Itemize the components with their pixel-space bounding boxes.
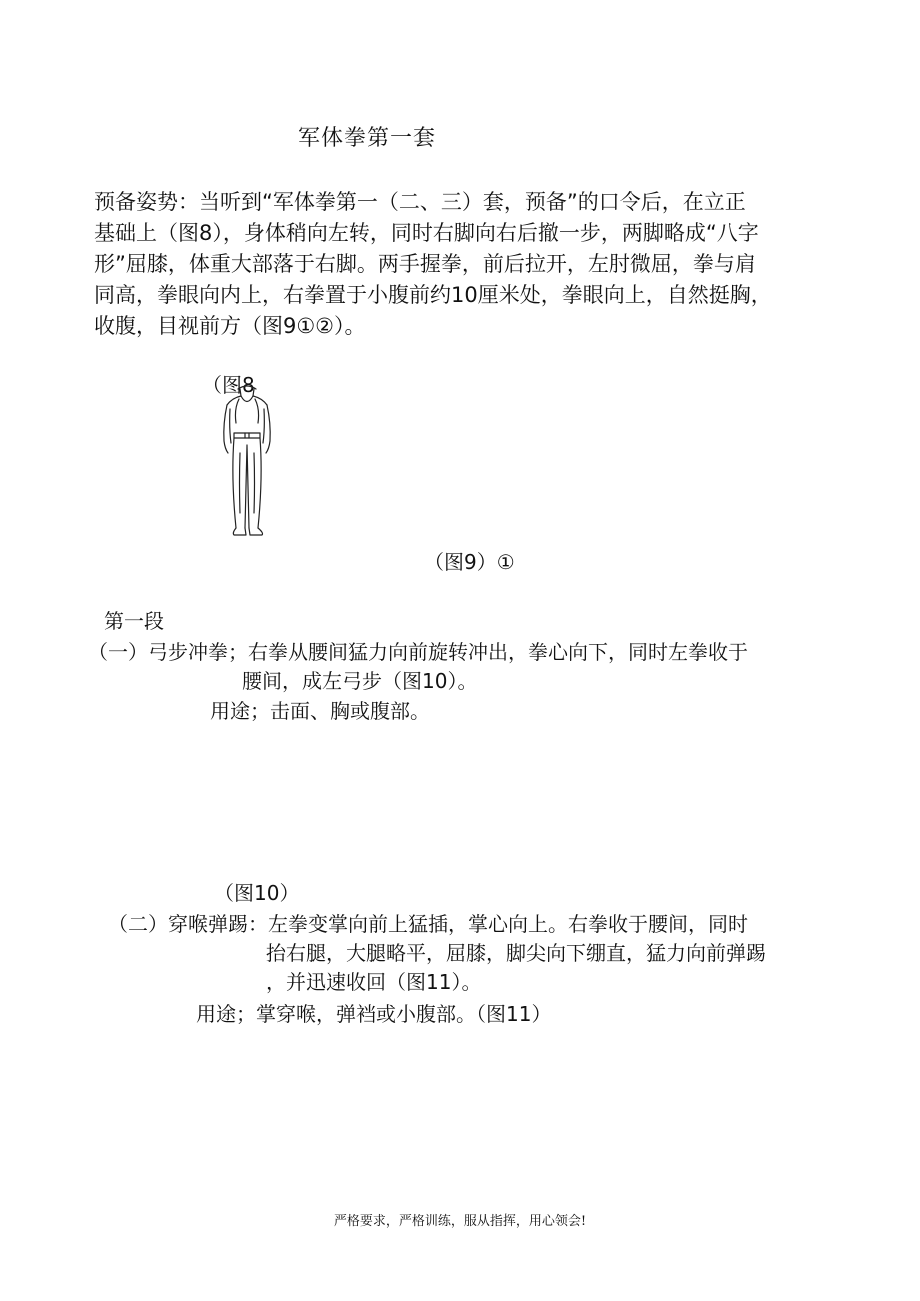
- move-1-text: 腰间，成左弓步（图10）。: [242, 669, 478, 693]
- intro-line: 形”屈膝，体重大部落于右脚。两手握拳，前后拉开，左肘微屈，拳与肩: [94, 252, 756, 276]
- section-heading: 第一段: [104, 609, 164, 633]
- intro-line: 预备姿势：当听到“军体拳第一（二、三）套，预备”的口令后，在立正: [94, 190, 746, 214]
- figure-9-caption: （图9）①: [424, 550, 515, 574]
- intro-line: 基础上（图8），身体稍向左转，同时右脚向右后撤一步，两脚略成“八字: [94, 221, 759, 245]
- move-1-text: （一）弓步冲拳；右拳从腰间猛力向前旋转冲出，拳心向下，同时左拳收于: [88, 640, 748, 664]
- move-1-usage: 用途；击面、胸或腹部。: [210, 699, 430, 723]
- move-2-text: 抬右腿，大腿略平，屈膝，脚尖向下绷直，猛力向前弹踢: [266, 941, 766, 965]
- move-2-text: ，并迅速收回（图11）。: [266, 970, 482, 994]
- figure-10-caption: （图10）: [214, 881, 300, 905]
- intro-line: 同高，拳眼向内上，右拳置于小腹前约10厘米处，拳眼向上，自然挺胸，: [94, 283, 772, 307]
- figure-8-caption: （图8: [202, 373, 255, 397]
- move-2-usage: 用途；掌穿喉，弹裆或小腹部。（图11）: [196, 1002, 552, 1026]
- standing-soldier-figure-8: [212, 383, 282, 543]
- move-2-text: （二）穿喉弹踢：左拳变掌向前上猛插，掌心向上。右拳收于腰间，同时: [108, 912, 748, 936]
- intro-line: 收腹，目视前方（图9①②）。: [94, 314, 366, 338]
- page-footer: 严格要求，严格训练，服从指挥，用心领会!: [333, 1214, 587, 1229]
- page-title: 军体拳第一套: [298, 126, 437, 151]
- intro-paragraph: [94, 187, 854, 342]
